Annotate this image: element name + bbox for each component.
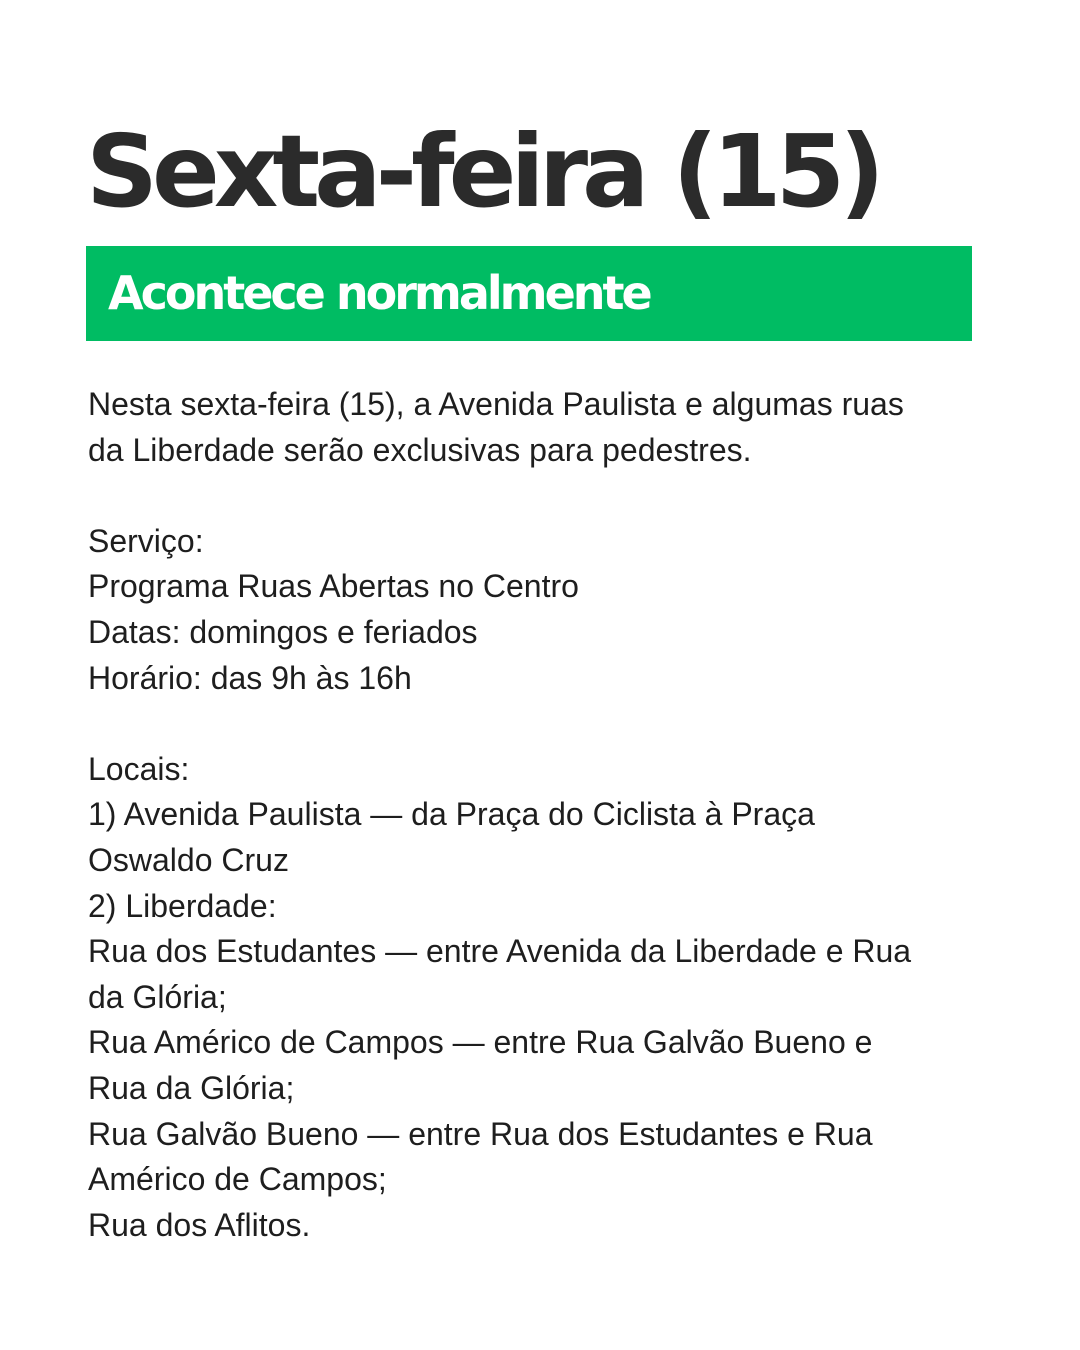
servico-dates: Datas: domingos e feriados [88, 613, 478, 650]
locais-line: Rua Galvão Bueno — entre Rua dos Estudantes e Rua [88, 1115, 873, 1152]
servico-heading: Serviço: [88, 522, 204, 559]
paragraph-gap [88, 701, 988, 747]
page-title: Sexta-feira (15) [86, 113, 879, 230]
locais-line: 1) Avenida Paulista — da Praça do Ciclista à Praça [88, 796, 815, 833]
locais-line: Rua da Glória; [88, 1069, 295, 1106]
locais-line: Rua Américo de Campos — entre Rua Galvão Bueno e [88, 1024, 873, 1061]
locais-line: Rua dos Aflitos. [88, 1206, 311, 1243]
status-banner [86, 246, 972, 341]
locais-heading: Locais: [88, 750, 190, 787]
locais-line: 2) Liberdade: [88, 887, 277, 924]
article-body [88, 382, 988, 1248]
servico-program: Programa Ruas Abertas no Centro [88, 568, 579, 605]
locais-line: Rua dos Estudantes — entre Avenida da Liberdade e Rua [88, 933, 912, 970]
locais-line: Oswaldo Cruz [88, 841, 289, 878]
intro-line: Nesta sexta-feira (15), a Avenida Paulista e algumas ruas [88, 386, 904, 422]
status-banner-text: Acontece normalmente [108, 266, 650, 320]
locais-line: Américo de Campos; [88, 1161, 387, 1198]
locais-line: da Glória; [88, 978, 227, 1015]
paragraph-gap [88, 473, 988, 519]
servico-hours: Horário: das 9h às 16h [88, 659, 412, 696]
intro-line: da Liberdade serão exclusivas para pedestres. [88, 431, 752, 468]
